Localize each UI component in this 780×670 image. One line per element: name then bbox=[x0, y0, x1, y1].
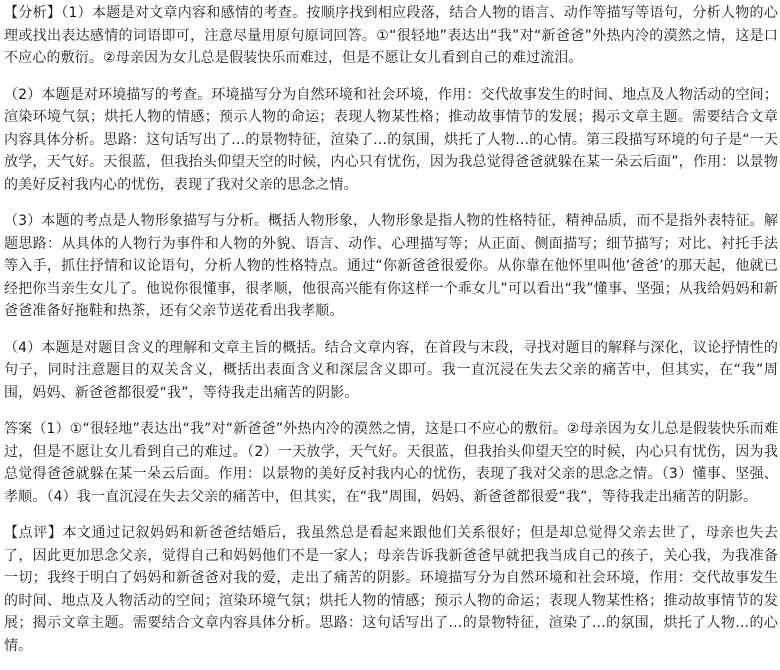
comment-paragraph: 【点评】本文通过记叙妈妈和新爸爸结婚后，我虽然总是看起来跟他们关系很好；但是却总觉得父亲去世了，母亲也失去了，因此更加思念父亲，觉得自己和妈妈他们不是一家人；母亲告诉我新爸爸早就把我当成自己的孩子，关心我，为我准备一切；我终于明白了妈妈和新爸爸对我的爱，走出了痛苦的阴影。环境描写分为自然环境和社会环境，作用：交代故事发生的时间、地点及人物活动的空间；渲染环境气氛；烘托人物的情感；预示人物的命运；表现人物某性格；推动故事情节的发展；揭示文章主题。需要结合文章内容具体分析。思路：这句话写出了…的景物特征，渲染了…的氛围，烘托了人物…的心情。 bbox=[4, 525, 778, 654]
answer-paragraph: 答案（1）①“很轻地”表达出“我”对“新爸爸”外热内冷的漠然之情，这是口不应心的敷衍。②母亲因为女儿总是假装快乐而难过，但是不愿让女儿看到自己的难过。（2）一天放学，天气好。天很蓝，但我抬头仰望天空的时候，内心只有忧伤，因为我总觉得爸爸就躲在某一朵云后面。作用：以景物的美好反衬我内心的忧伤，表现了我对父亲的思念之情。（3）懂事、坚强、孝顺。（4）我一直沉浸在失去父亲的痛苦中，但其实，在“我”周围，妈妈、新爸爸都很爱“我”，等待我走出痛苦的阴影。 bbox=[4, 421, 778, 505]
analysis-part-1: 【分析】（1）本题是对文章内容和感情的考查。按顺序找到相应段落，结合人物的语言、动作等描写等语句，分析人物的心理或找出表达感情的词语即可，注意尽量用原句原词回答。①“很轻地”表达出“我”对“新爸爸”外热内冷的漠然之情，这是口不应心的敷衍。②母亲因为女儿总是假装快乐而难过，但是不愿让女儿看到自己的难过流泪。 bbox=[4, 5, 778, 66]
analysis-part-2: （2）本题是对环境描写的考查。环境描写分为自然环境和社会环境，作用：交代故事发生的时间、地点及人物活动的空间；渲染环境气氛；烘托人物的情感；预示人物的命运；表现人物某性格；推动故事情节的发展；揭示文章主题。需要结合文章内容具体分析。思路：这句话写出了…的景物特征，渲染了…的氛围，烘托了人物…的心情。第三段描写环境的句子是“一天放学，天气好。天很蓝，但我抬头仰望天空的时候，内心只有忧伤，因为我总觉得爸爸就躲在某一朵云后面”，作用：以景物的美好反衬我内心的忧伤，表现了我对父亲的思念之情。 bbox=[4, 86, 778, 193]
analysis-part-4: （4）本题是对题目含义的理解和文章主旨的概括。结合文章内容，在首段与末段，寻找对题目的解释与深化，议论抒情性的句子，同时注意题目的双关含义，概括出表面含义和深层含义即可。我一直沉浸在失去父亲的痛苦中，但其实，在“我”周围，妈妈、新爸爸都很爱“我”，等待我走出痛苦的阴影。 bbox=[4, 339, 778, 401]
analysis-part-3: （3）本题的考点是人物形象描写与分析。概括人物形象，人物形象是指人物的性格特征，精神品质，而不是指外表特征。解题思路：从具体的人物行为事件和人物的外貌、语言、动作、心理描写等；从正面、侧面描写；细节描写；对比、衬托手法等入手，抓住抒情和议论语句，分析人物的性格特点。通过“你新爸爸很爱你。从你靠在他怀里叫他‘爸爸’的那天起，他就已经把你当亲生女儿了。他说你很懂事，很孝顺，他很高兴能有你这样一个乖女儿”可以看出“我”懂事、坚强；从我给妈妈和新爸爸准备好拖鞋和热茶，还有父亲节送花看出我孝顺。 bbox=[4, 213, 778, 319]
